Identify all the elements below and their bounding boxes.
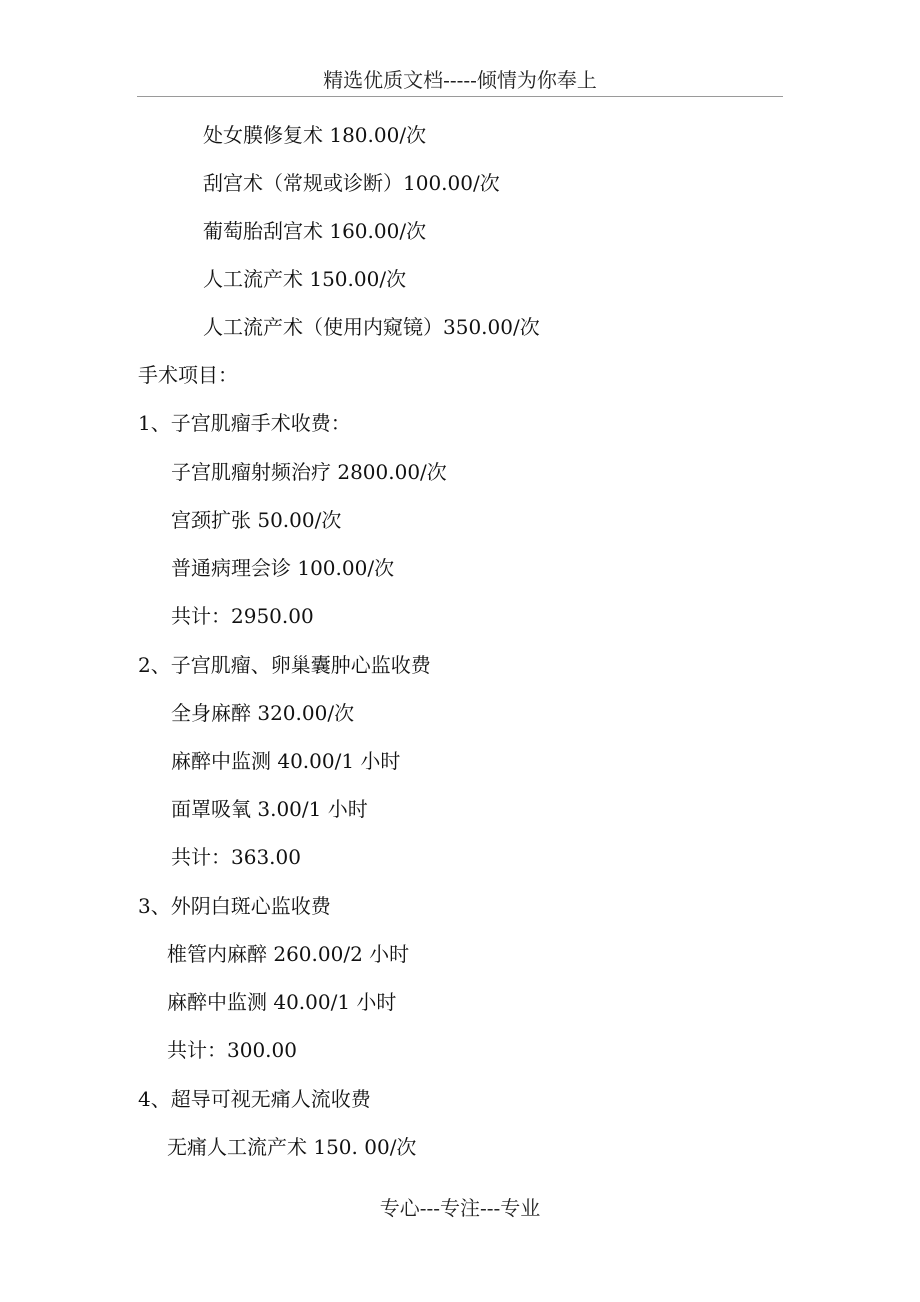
- fee-line-hymen-repair: 处女膜修复术 180.00/次: [203, 123, 427, 147]
- fee-line-abortion: 人工流产术 150.00/次: [203, 267, 407, 291]
- fee-line-cervical-dilation: 宫颈扩张 50.00/次: [171, 508, 342, 532]
- header-divider: [137, 96, 783, 97]
- total-line-2: 共计：363.00: [171, 845, 301, 869]
- fee-line-oxygen-mask: 面罩吸氧 3.00/1 小时: [171, 797, 368, 821]
- section-heading-surgery: 手术项目：: [138, 363, 238, 387]
- fee-line-molar-curettage: 葡萄胎刮宫术 160.00/次: [203, 219, 427, 243]
- fee-line-spinal-anesthesia: 椎管内麻醉 260.00/2 小时: [167, 942, 410, 966]
- page-footer: 专心---专注---专业: [379, 1196, 541, 1220]
- item-heading-3: 3、外阴白斑心监收费: [138, 894, 331, 918]
- fee-line-fibroid-rf: 子宫肌瘤射频治疗 2800.00/次: [171, 460, 447, 484]
- item-heading-4: 4、超导可视无痛人流收费: [138, 1087, 371, 1111]
- fee-line-general-anesthesia: 全身麻醉 320.00/次: [171, 701, 355, 725]
- fee-line-anesthesia-monitoring: 麻醉中监测 40.00/1 小时: [171, 749, 401, 773]
- fee-line-painless-abortion: 无痛人工流产术 150. 00/次: [167, 1135, 417, 1159]
- fee-line-anesthesia-monitoring-2: 麻醉中监测 40.00/1 小时: [167, 990, 397, 1014]
- item-heading-2: 2、子宫肌瘤、卵巢囊肿心监收费: [138, 653, 431, 677]
- fee-line-pathology: 普通病理会诊 100.00/次: [171, 556, 395, 580]
- fee-line-curettage: 刮宫术（常规或诊断）100.00/次: [203, 171, 500, 195]
- fee-line-abortion-endoscope: 人工流产术（使用内窥镜）350.00/次: [203, 315, 540, 339]
- total-line-1: 共计：2950.00: [171, 604, 314, 628]
- total-line-3: 共计：300.00: [167, 1038, 297, 1062]
- item-heading-1: 1、子宫肌瘤手术收费：: [138, 411, 351, 435]
- page-header: 精选优质文档-----倾情为你奉上: [323, 68, 597, 92]
